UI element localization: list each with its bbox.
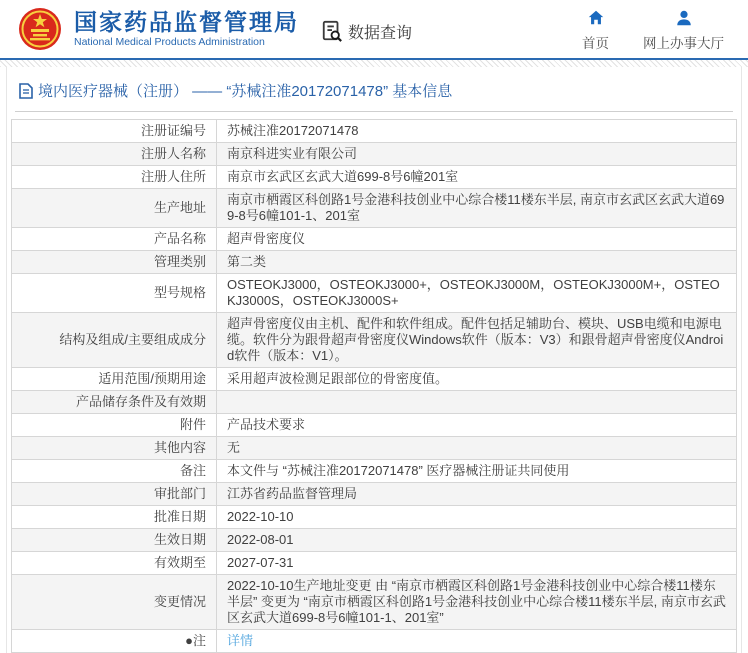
row-value: 超声骨密度仪 (217, 228, 737, 251)
table-row (12, 120, 737, 143)
table-row (12, 575, 737, 630)
table-row (12, 437, 737, 460)
row-label: 结构及组成/主要组成成分 (12, 313, 217, 368)
table-row (12, 143, 737, 166)
row-value (217, 391, 737, 414)
row-label: 产品名称 (12, 228, 217, 251)
row-label: 注册人名称 (12, 143, 217, 166)
detail-link[interactable]: 详情 (227, 633, 254, 648)
row-label: 备注 (12, 460, 217, 483)
registration-info-table (11, 119, 737, 653)
row-value: OSTEOKJ3000，OSTEOKJ3000+，OSTEOKJ3000M，OSTEOKJ3000M+，OSTEOKJ3000S，OSTEOKJ3000S+ (217, 274, 737, 313)
row-label: 适用范围/预期用途 (12, 368, 217, 391)
table-row (12, 414, 737, 437)
table-row (12, 274, 737, 313)
table-row (12, 368, 737, 391)
row-value: 2027-07-31 (217, 552, 737, 575)
row-label: 型号规格 (12, 274, 217, 313)
row-value: 江苏省药品监督管理局 (217, 483, 737, 506)
table-row (12, 483, 737, 506)
row-label: 产品储存条件及有效期 (12, 391, 217, 414)
row-label: 注册证编号 (12, 120, 217, 143)
row-value: 超声骨密度仪由主机、配件和软件组成。配件包括足辅助台、模块、USB电缆和电源电缆。软件分为跟骨超声骨密度仪Windows软件（版本：V3）和跟骨超声骨密度仪Android软件（版本：V1）。 (217, 313, 737, 368)
table-row (12, 529, 737, 552)
table-row (12, 552, 737, 575)
org-title-block (74, 10, 299, 48)
nav-online-service-hall-label: 网上办事大厅 (643, 35, 724, 51)
row-value: 南京科进实业有限公司 (217, 143, 737, 166)
row-label: 审批部门 (12, 483, 217, 506)
table-row (12, 166, 737, 189)
row-label: 注册人住所 (12, 166, 217, 189)
row-label: 变更情况 (12, 575, 217, 630)
row-value: 2022-08-01 (217, 529, 737, 552)
row-value: 2022-10-10 (217, 506, 737, 529)
row-value: 产品技术要求 (217, 414, 737, 437)
table-row (12, 391, 737, 414)
row-value: 南京市玄武区玄武大道699-8号6幢201室 (217, 166, 737, 189)
person-icon (675, 9, 693, 27)
header-hatch-strip (0, 60, 748, 67)
table-row (12, 506, 737, 529)
row-value: 苏械注准20172071478 (217, 120, 737, 143)
site-header (0, 0, 748, 58)
row-label: 生效日期 (12, 529, 217, 552)
org-name-en: National Medical Products Administration (74, 36, 265, 49)
row-value: 第二类 (217, 251, 737, 274)
row-value (217, 630, 737, 653)
breadcrumb (7, 67, 741, 111)
row-value: 本文件与 “苏械注准20172071478” 医疗器械注册证共同使用 (217, 460, 737, 483)
table-row (12, 251, 737, 274)
national-emblem-logo (18, 7, 62, 51)
header-nav (582, 9, 724, 52)
row-label: 批准日期 (12, 506, 217, 529)
data-query[interactable] (321, 20, 412, 43)
home-icon (587, 9, 605, 27)
table-row (12, 460, 737, 483)
row-value: 2022-10-10生产地址变更 由 “南京市栖霞区科创路1号金港科技创业中心综合楼11楼东半层” 变更为 “南京市栖霞区科创路1号金港科技创业中心综合楼11楼东半层, 南京市玄武区玄武大道699-8号6幢101-1、201室” (217, 575, 737, 630)
nav-online-service-hall[interactable] (643, 9, 724, 52)
row-label: ●注 (12, 630, 217, 653)
table-row (12, 313, 737, 368)
row-label: 生产地址 (12, 189, 217, 228)
data-query-label: 数据查询 (348, 24, 413, 42)
row-label: 有效期至 (12, 552, 217, 575)
nav-home[interactable] (582, 9, 609, 52)
table-row (12, 228, 737, 251)
table-row (12, 189, 737, 228)
row-label: 其他内容 (12, 437, 217, 460)
row-label: 附件 (12, 414, 217, 437)
document-icon (19, 83, 33, 99)
nav-home-label: 首页 (582, 35, 609, 51)
row-label: 管理类别 (12, 251, 217, 274)
data-query-icon (321, 20, 343, 42)
org-name-cn: 国家药品监督管理局 (74, 8, 299, 35)
breadcrumb-text: 境内医疗器械（注册） —— “苏械注准20172071478” 基本信息 (38, 83, 453, 100)
row-value: 采用超声波检测足跟部位的骨密度值。 (217, 368, 737, 391)
breadcrumb-divider (15, 111, 733, 112)
table-row (12, 630, 737, 653)
main-content (6, 67, 742, 653)
row-value: 无 (217, 437, 737, 460)
info-table-body (12, 120, 737, 653)
row-value: 南京市栖霞区科创路1号金港科技创业中心综合楼11楼东半层, 南京市玄武区玄武大道699-8号6幢101-1、201室 (217, 189, 737, 228)
